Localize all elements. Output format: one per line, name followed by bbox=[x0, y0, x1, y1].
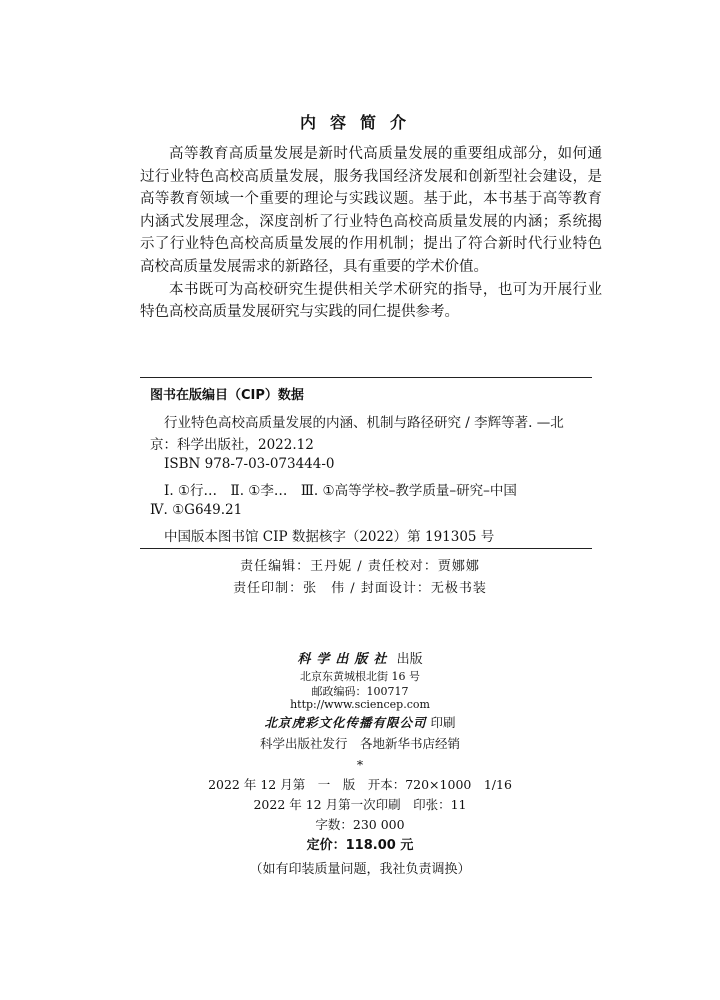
cip-title-line: 行业特色高校高质量发展的内涵、机制与路径研究 / 李辉等著. —北 bbox=[164, 415, 564, 431]
separator-star: * bbox=[356, 757, 364, 772]
cip-classification-cont: Ⅳ. ①G649.21 bbox=[150, 502, 243, 518]
cip-title-line-cont: 京：科学出版社，2022.12 bbox=[150, 437, 314, 453]
printer-suffix: 印刷 bbox=[430, 715, 456, 730]
quality-notice: （如有印装质量问题，我社负责调换） bbox=[249, 862, 471, 877]
intro-paragraph-2: 本书既可为高校研究生提供相关学术研究的指导，也可为开展行业特色高校高质量发展研究与实践的同仁提供参考。 bbox=[140, 281, 602, 321]
price: 定价：118.00 元 bbox=[306, 838, 414, 853]
cip-isbn: ISBN 978-7-03-073444-0 bbox=[164, 456, 335, 472]
cip-classification: Ⅰ. ①行… Ⅱ. ①李… Ⅲ. ①高等学校–教学质量–研究–中国 bbox=[164, 483, 517, 499]
publisher-postcode: 邮政编码：100717 bbox=[311, 685, 409, 698]
cip-bottom-rule bbox=[140, 548, 592, 549]
cip-heading: 图书在版编目（CIP）数据 bbox=[150, 388, 304, 403]
printer-line bbox=[0, 713, 720, 731]
intro-paragraph-1: 高等教育高质量发展是新时代高质量发展的重要组成部分，如何通过行业特色高校高质量发展，服务我国经济发展和创新型社会建设，是高等教育领域一个重要的理论与实践议题。基于此，本书基于高等教育内涵式发展理念，深度剖析了行业特色高校高质量发展的内涵；系统揭示了行业特色高校高质量发展的作用机制；提出了符合新时代行业特色高校高质量发展需求的新路径，具有重要的学术价值。 bbox=[140, 146, 602, 275]
publisher-suffix: 出版 bbox=[396, 652, 423, 667]
publisher-address: 北京东黄城根北街 16 号 bbox=[300, 670, 420, 683]
edition-line-1: 2022 年 12 月第 一 版 开本：720×1000 1/16 bbox=[208, 777, 512, 792]
publisher-line bbox=[0, 648, 720, 667]
publisher-name: 科学出版社 bbox=[297, 652, 393, 667]
edition-line-2: 2022 年 12 月第一次印刷 印张：11 bbox=[253, 797, 467, 812]
staff-line-2: 责任印制：张 伟 / 封面设计：无极书装 bbox=[233, 581, 487, 596]
publisher-url: http://www.sciencep.com bbox=[290, 698, 430, 711]
distribution-line: 科学出版社发行 各地新华书店经销 bbox=[259, 736, 460, 751]
word-count: 字数：230 000 bbox=[315, 817, 405, 832]
page-title: 内容简介 bbox=[299, 113, 420, 132]
intro-section bbox=[140, 143, 602, 324]
cip-record-number: 中国版本图书馆 CIP 数据核字（2022）第 191305 号 bbox=[164, 529, 495, 545]
staff-line-1: 责任编辑：王丹妮 / 责任校对：贾娜娜 bbox=[240, 559, 480, 574]
printer-name: 北京虎彩文化传播有限公司 bbox=[264, 715, 427, 730]
cip-top-rule bbox=[140, 377, 592, 378]
